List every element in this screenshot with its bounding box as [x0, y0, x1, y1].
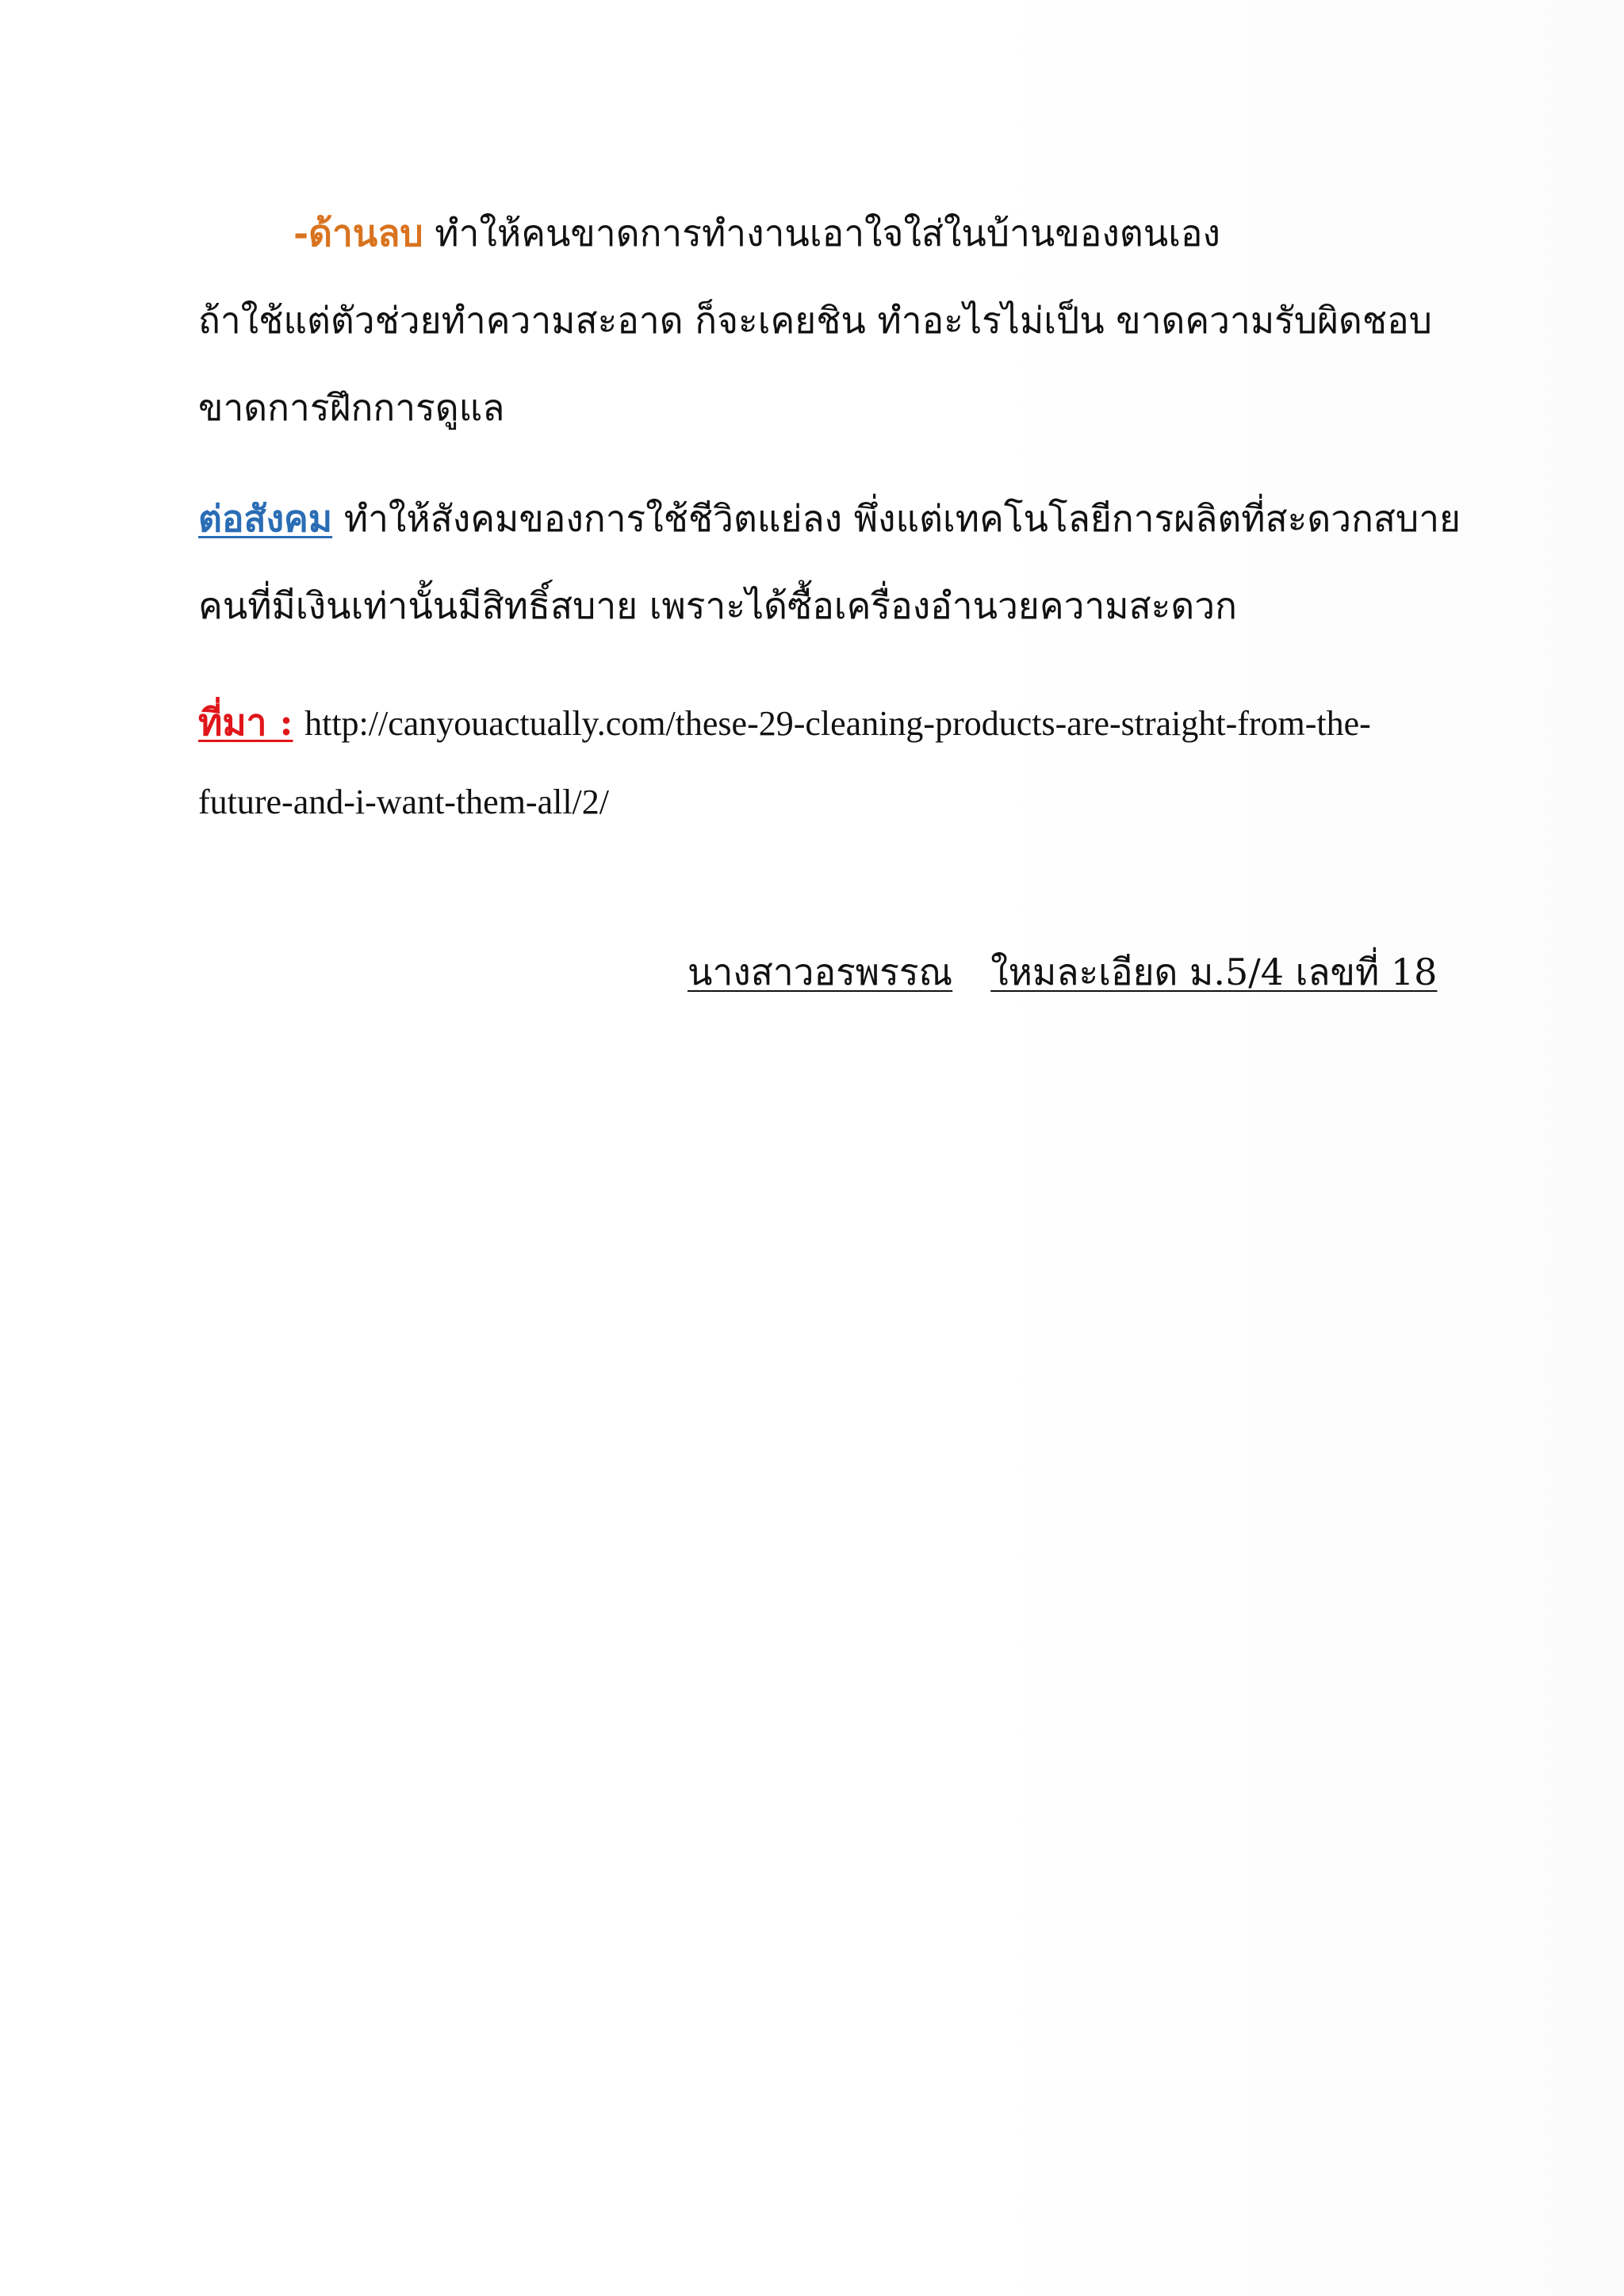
society-label: ต่อสังคม	[198, 497, 333, 540]
negative-line-3: ขาดการฝึกการดูแล	[198, 386, 505, 429]
negative-line-2: ถ้าใช้แต่ตัวช่วยทำความสะอาด ก็จะเคยชิน ทำอะไรไม่เป็น ขาดความรับผิดชอบ	[198, 299, 1432, 342]
source-line-2	[198, 777, 609, 826]
negative-text-1: ทำให้คนขาดการทำงานเอาใจใส่ในบ้านของตนเอง	[435, 212, 1221, 254]
source-url-part-1[interactable]: http://canyouactually.com/these-29-cleaning-products-are-straight-from-the-	[304, 704, 1371, 743]
negative-label: -ด้านลบ	[293, 212, 423, 254]
society-line-2: คนที่มีเงินเท่านั้นมีสิทธิ์สบาย เพราะได้ซื้อเครื่องอำนวยความสะดวก	[198, 584, 1237, 627]
author-surname-class: ใหมละเอียด ม.5/4 เลขที่ 18	[990, 951, 1438, 993]
author-signature	[688, 948, 1437, 996]
source-line-1	[198, 698, 1371, 748]
source-label: ที่มา :	[198, 701, 293, 744]
society-line-1	[198, 495, 1461, 542]
author-name: นางสาวอรพรรณ	[688, 951, 953, 993]
negative-line-1	[293, 209, 1220, 257]
source-url-part-2[interactable]: future-and-i-want-them-all/2/	[198, 783, 610, 821]
society-text-1: ทำให้สังคมของการใช้ชีวิตแย่ลง พึ่งแต่เทคโนโลยีการผลิตที่สะดวกสบาย	[343, 497, 1461, 540]
